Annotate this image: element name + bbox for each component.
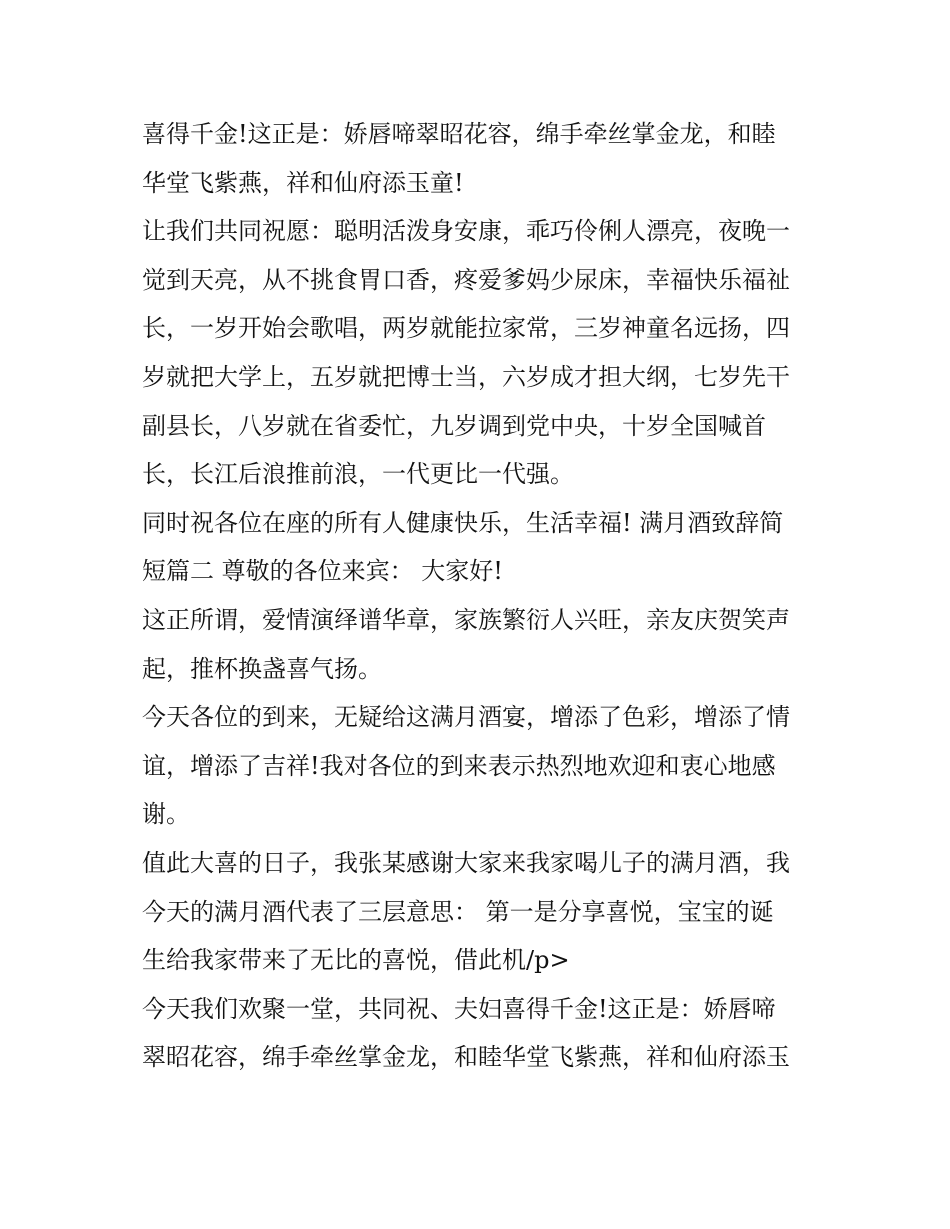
text-line: 岁就把大学上，五岁就把博士当，六岁成才担大纲，七岁先干 [142, 362, 790, 391]
text-line: 值此大喜的日子，我张某感谢大家来我家喝儿子的满月酒，我 [142, 848, 790, 877]
text-line: 今天的满月酒代表了三层意思： 第一是分享喜悦，宝宝的诞 [142, 897, 774, 926]
text-line: 这正所谓，爱情演绎谱华章，家族繁衍人兴旺，亲友庆贺笑声 [142, 605, 790, 634]
text-line: 短篇二 尊敬的各位来宾： 大家好! [142, 557, 503, 586]
text-line: 谊，增添了吉祥!我对各位的到来表示热烈地欢迎和衷心地感 [142, 751, 776, 780]
text-line: 让我们共同祝愿：聪明活泼身安康，乖巧伶俐人漂亮，夜晚一 [142, 217, 790, 246]
document-body [142, 110, 822, 1082]
text-line: 喜得千金!这正是：娇唇啼翠昭花容，绵手牵丝掌金龙，和睦 [142, 120, 776, 148]
text-line: 今天各位的到来，无疑给这满月酒宴，增添了色彩，增添了情 [142, 703, 790, 732]
text-line: 副县长，八岁就在省委忙，九岁调到党中央，十岁全国喊首 [142, 411, 766, 440]
text-line: 长，一岁开始会歌唱，两岁就能拉家常，三岁神童名远扬，四 [142, 314, 790, 343]
text-line: 翠昭花容，绵手牵丝掌金龙，和睦华堂飞紫燕，祥和仙府添玉 [142, 1043, 790, 1072]
text-line: 谢。 [142, 800, 190, 829]
text-line: 今天我们欢聚一堂，共同祝、夫妇喜得千金!这正是：娇唇啼 [142, 994, 776, 1023]
text-line: 觉到天亮，从不挑食胃口香，疼爱爹妈少尿床，幸福快乐福祉 [142, 265, 790, 294]
text-line: 华堂飞紫燕，祥和仙府添玉童! [142, 168, 464, 197]
text-line: 起，推杯换盏喜气扬。 [142, 654, 382, 683]
text-line: 同时祝各位在座的所有人健康快乐，生活幸福! 满月酒致辞简 [142, 508, 784, 537]
text-line: 生给我家带来了无比的喜悦，借此机/p> [142, 946, 570, 975]
text-line: 长，长江后浪推前浪，一代更比一代强。 [142, 460, 574, 489]
